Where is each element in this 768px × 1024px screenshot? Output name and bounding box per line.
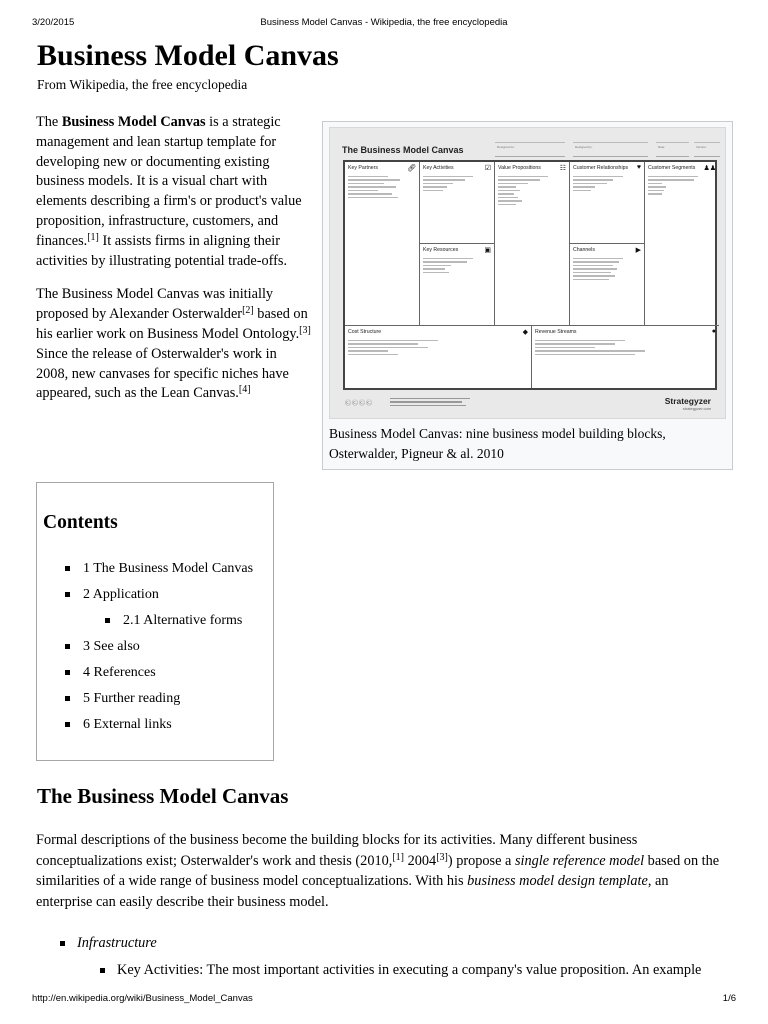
list-item-infrastructure: Infrastructure (77, 935, 157, 951)
toc-item[interactable] (37, 689, 273, 715)
canvas-field-date: Date: (656, 142, 689, 157)
canvas-field-designed-by: Designed by: (573, 142, 648, 157)
truck-icon: ▶ (635, 247, 641, 254)
print-page-title: Business Model Canvas - Wikipedia, the free encyclopedia (260, 17, 508, 28)
list-item-key-activities: Key Activities: The most important activities in executing a company's value proposition. An example (117, 962, 702, 978)
toc-item[interactable] (37, 663, 273, 689)
block-value-propositions: Value Propositions ☷ (495, 162, 570, 326)
toc-link-3[interactable]: 3 See also (83, 639, 140, 654)
bold-term: Business Model Canvas (61, 114, 206, 130)
canvas-title: The Business Model Canvas (342, 145, 464, 155)
license-icons: ⒸⒸⒸⒸ (345, 400, 374, 407)
strategyzer-logo: Strategyzer strategyzer.com (664, 396, 711, 411)
toc-link-2-1[interactable]: 2.1 Alternative forms (123, 613, 243, 628)
page-subtitle: From Wikipedia, the free encyclopedia (37, 77, 248, 92)
block-key-activities: Key Activities ☑ (420, 162, 495, 244)
intro-text (36, 113, 312, 418)
block-key-partners: Key Partners 🔗︎ (345, 162, 420, 326)
canvas-field-designed-for: Designed for: (495, 142, 565, 157)
block-cost-structure: Cost Structure ◆ (345, 326, 532, 388)
section-paragraph: Formal descriptions of the business become the building blocks for its activities. Many different business conceptualizations exist; Osterwalder's work and thesis (2010,[1] 2004[3]) propose a single reference model based on the similarities of a wide range of business model conceptualizations. With his business model design template, an enterprise can easily describe their business model. (36, 832, 720, 910)
users-icon: ♟♟ (703, 165, 716, 172)
canvas-grid (343, 160, 717, 390)
print-url: http://en.wikipedia.org/wiki/Business_Model_Canvas (32, 993, 253, 1004)
canvas-field-version: Version: (694, 142, 720, 157)
table-of-contents (36, 482, 274, 761)
checkbox-icon: ☑ (484, 165, 491, 172)
print-page-number: 1/6 (722, 993, 736, 1004)
tag-icon: ◆ (522, 329, 528, 336)
block-customer-segments: Customer Segments ♟♟ (645, 162, 719, 326)
print-footer (0, 993, 768, 1007)
toc-item[interactable] (37, 715, 273, 741)
toc-list (37, 559, 273, 741)
figure-thumbnail[interactable] (322, 121, 733, 470)
block-key-resources: Key Resources ▣ (420, 244, 495, 326)
license-text (390, 398, 470, 408)
ref-link-1b[interactable]: [1] (392, 851, 405, 863)
intro-paragraph-2: The Business Model Canvas was initially proposed by Alexander Osterwalder[2] based on his earlier work on Business Model Ontology.[3] Since the release of Osterwalder's work in 2008, new canvases for specific niches have appeared, such as the Lean Canvas.[4] (36, 286, 311, 402)
ref-link-4[interactable]: [4] (238, 384, 251, 396)
block-customer-relationships: Customer Relationships ♥ (570, 162, 645, 244)
money-bag-icon: ● (711, 328, 716, 335)
figure-caption: Business Model Canvas: nine business model building blocks, Osterwalder, Pigneur & al. 2010 (329, 426, 666, 461)
list-bullet (100, 968, 105, 973)
block-revenue-streams: Revenue Streams ● (532, 326, 719, 388)
link-icon: 🔗︎ (407, 165, 416, 172)
factory-icon: ▣ (484, 247, 491, 254)
list-bullet (60, 941, 65, 946)
print-date: 3/20/2015 (32, 17, 75, 28)
toc-item[interactable] (37, 585, 273, 611)
ref-link-2[interactable]: [2] (242, 305, 254, 317)
print-header (0, 17, 768, 31)
toc-item[interactable] (37, 559, 273, 585)
toc-link-5[interactable]: 5 Further reading (83, 691, 181, 706)
heart-icon: ♥ (636, 164, 641, 171)
business-model-canvas-image[interactable] (329, 127, 726, 419)
toc-item[interactable] (37, 637, 273, 663)
ref-link-3b[interactable]: [3] (436, 851, 448, 863)
block-channels: Channels ▶ (570, 244, 645, 326)
toc-link-4[interactable]: 4 References (83, 665, 156, 680)
toc-link-6[interactable]: 6 External links (83, 717, 172, 732)
ref-link-1[interactable]: [1] (87, 231, 99, 243)
intro-paragraph-1: The Business Model Canvas is a strategic management and lean startup template for developing new or documenting existing business models. It is a visual chart with elements describing a firm's or product's value proposition, infrastructure, customers, and finances.[1] It assists firms in aligning their activities by illustrating potential trade-offs. (36, 114, 302, 269)
toc-link-2[interactable]: 2 Application (83, 587, 159, 602)
section-heading: The Business Model Canvas (37, 784, 289, 808)
ref-link-3[interactable]: [3] (299, 324, 311, 336)
page-title: Business Model Canvas (37, 39, 339, 72)
gift-icon: ☷ (559, 165, 566, 172)
toc-title: Contents (43, 512, 118, 533)
toc-link-1[interactable]: 1 The Business Model Canvas (83, 561, 254, 576)
toc-item[interactable] (37, 611, 273, 637)
